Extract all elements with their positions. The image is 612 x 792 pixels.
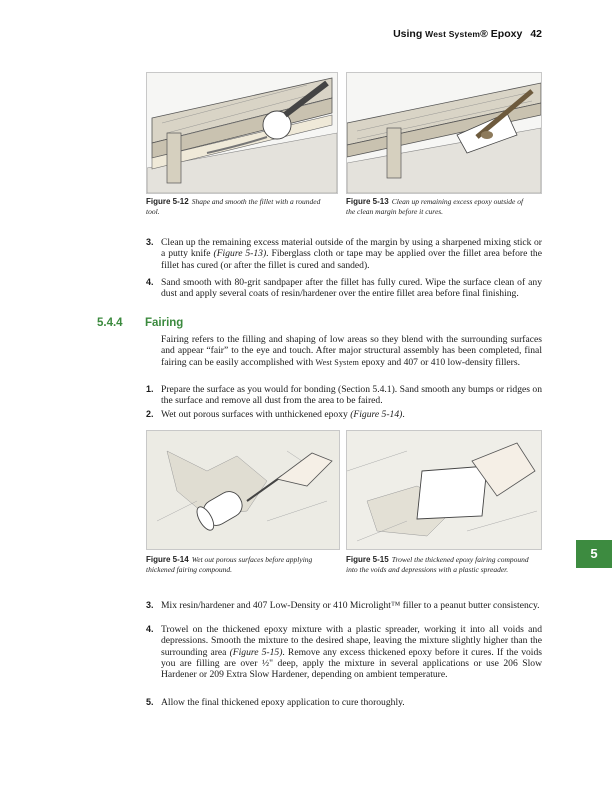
figure-reference: (Figure 5-15) <box>229 646 283 658</box>
step-2-fairing <box>146 409 542 420</box>
figure-5-15-illustration <box>346 430 542 550</box>
figure-5-12-illustration <box>146 72 338 194</box>
intro-text-end: epoxy and 407 or 410 low-density fillers. <box>359 356 521 368</box>
running-header <box>393 28 542 40</box>
step-4-top <box>146 277 542 300</box>
figure-5-12-caption <box>146 197 326 216</box>
step-4-bottom <box>146 624 542 680</box>
figure-5-14-illustration <box>146 430 340 550</box>
figure-5-14-caption <box>146 555 341 574</box>
caption-text: Wet out porous surfaces before applying thickened fairing compound. <box>146 555 313 574</box>
step-text-end: . <box>402 409 405 420</box>
header-brand: West System <box>425 29 481 39</box>
step-text: Clean up the remaining excess material outside of the margin by using a sharpened mixing stick or a putty knife <box>161 237 542 260</box>
section-number: 5.4.4 <box>97 317 123 329</box>
step-3-bottom <box>146 600 542 611</box>
page-number: 42 <box>530 28 542 40</box>
step-5-bottom <box>146 697 542 708</box>
step-text: Prepare the surface as you would for bonding (Section 5.4.1). Sand smooth any bumps or ridges on the surface and remove all dust from the area to be faired. <box>161 384 542 407</box>
step-number: 3. <box>146 237 154 247</box>
caption-text: Trowel the thickened epoxy fairing compound into the voids and depressions with a plastic spreader. <box>346 555 529 574</box>
intro-text: Fairing refers to the filling and shaping of low areas so they blend with the surrounding surfaces and appear “fair” to the eye and touch. After major structural assembly has been completed, final fairing can be easily accomplished with <box>161 334 542 368</box>
step-number: 5. <box>146 697 154 707</box>
figure-5-13-caption <box>346 197 531 216</box>
step-number: 4. <box>146 277 154 287</box>
figure-label: Figure 5-12 <box>146 197 189 206</box>
step-text: Sand smooth with 80-grit sandpaper after the fillet has fully cured. Wipe the surface clean of any dust and apply several coats of resin/hardener over the entire fillet area before final finishing. <box>161 277 542 300</box>
step-number: 1. <box>146 384 154 394</box>
header-title-a: Using <box>393 28 426 40</box>
chapter-tab: 5 <box>576 540 612 568</box>
step-text: Mix resin/hardener and 407 Low-Density or 410 Microlight™ filler to a peanut butter consistency. <box>161 600 540 611</box>
figure-label: Figure 5-15 <box>346 555 389 564</box>
step-text: Wet out porous surfaces with unthickened epoxy <box>161 409 351 420</box>
step-1-fairing <box>146 384 542 407</box>
section-title: Fairing <box>145 317 184 329</box>
step-text: Trowel on the thickened epoxy mixture with a plastic spreader, working it into all voids and depressions. Smooth the mixture to the desired shape, leaving the mixture slightly higher than the surrounding area <box>161 624 542 658</box>
figure-label: Figure 5-13 <box>346 197 389 206</box>
step-number: 2. <box>146 409 154 419</box>
figure-5-13-illustration <box>346 72 542 194</box>
step-text: Allow the final thickened epoxy application to cure thoroughly. <box>161 697 405 708</box>
fairing-intro-paragraph <box>161 334 542 368</box>
figure-label: Figure 5-14 <box>146 555 189 564</box>
figure-reference: (Figure 5-13) <box>213 248 267 260</box>
brand-name: West System <box>315 357 360 367</box>
step-text-end: . Fiberglass cloth or tape may be applied over the fillet area before the fillet has cured (or after the fillet is cured and sanded). <box>161 248 542 271</box>
step-number: 4. <box>146 624 154 634</box>
caption-text: Shape and smooth the fillet with a rounded tool. <box>146 197 321 216</box>
figure-5-15-caption <box>346 555 536 574</box>
header-title-c: ® Epoxy <box>480 28 523 40</box>
caption-text: Clean up remaining excess epoxy outside of the clean margin before it cures. <box>346 197 524 216</box>
step-3-top <box>146 237 542 271</box>
figure-reference: (Figure 5-14) <box>350 409 403 420</box>
step-text-end: . Remove any excess thickened epoxy before it cures. If the voids you are filling are over ½" deep, apply the mixture in several applications or use 206 Slow Hardener or 209 Extra Slow Hardener, depending on ambient temperature. <box>161 646 542 681</box>
step-number: 3. <box>146 600 154 610</box>
